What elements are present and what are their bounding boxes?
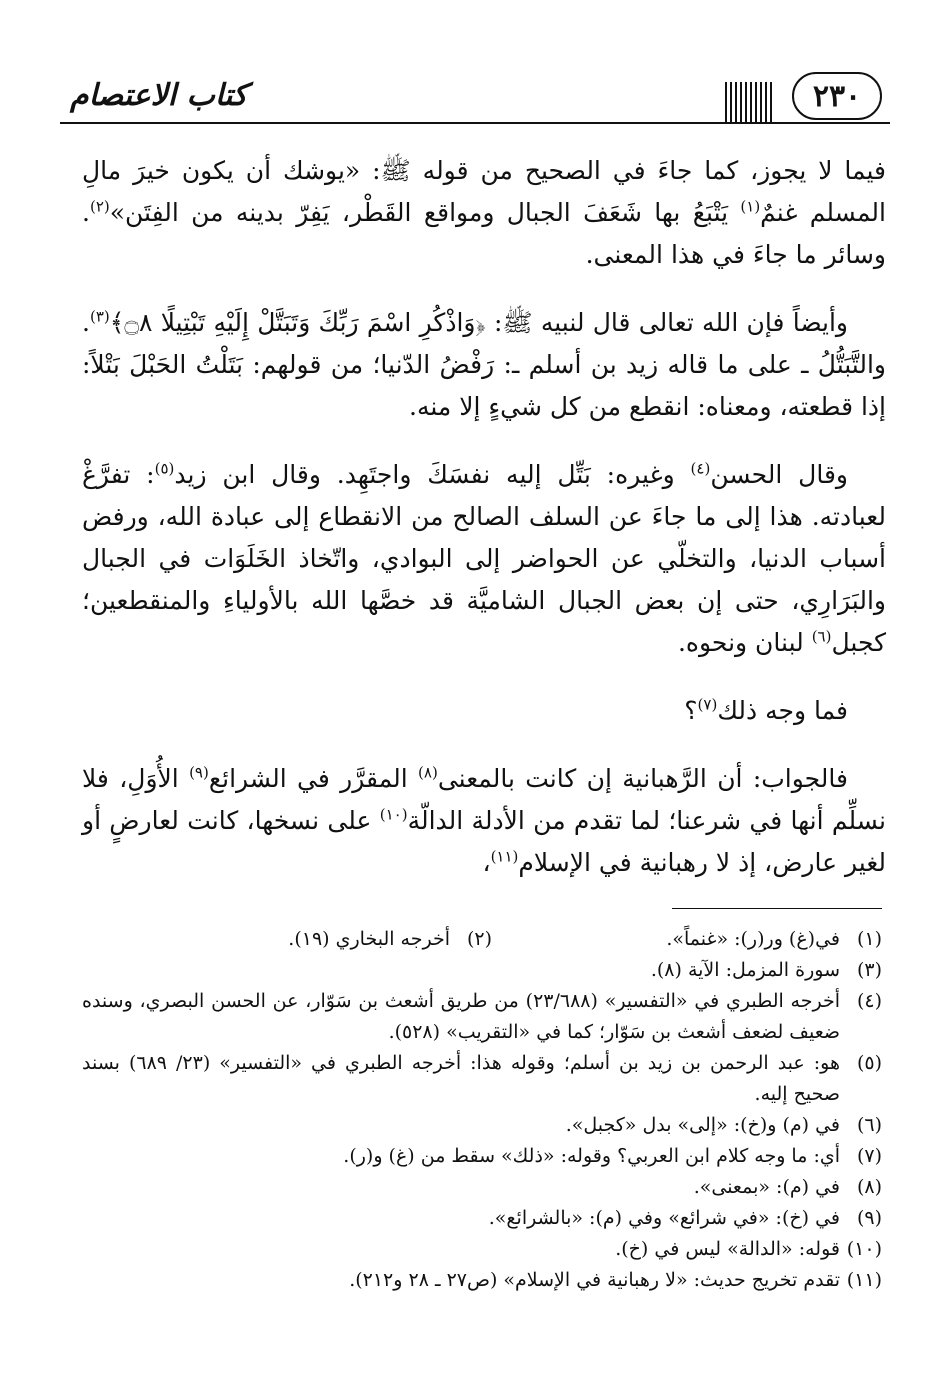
footnote-6 <box>82 1110 882 1141</box>
footnote-number: (١٠) <box>846 1238 882 1260</box>
footnote-ref-3[interactable]: (٣) <box>89 307 110 326</box>
header-ornament <box>725 82 785 122</box>
footnotes <box>82 924 882 1296</box>
paragraph-4: فما وجه ذلك$^{(٧)}$؟ <box>684 695 848 725</box>
footnote-text: في(غ) ور(ر): «غنماً». <box>666 928 840 950</box>
footnote-row-1-2 <box>82 924 882 955</box>
footnote-11 <box>82 1265 882 1296</box>
footnote-ref-11[interactable]: (١١) <box>490 847 519 866</box>
footnote-5 <box>82 1048 882 1110</box>
footnote-text: في (خ): «في شرائع» وفي (م): «بالشرائع». <box>488 1207 840 1229</box>
footnote-text: أي: ما وجه كلام ابن العربي؟ وقوله: «ذلك» سقط من (غ) و(ر). <box>343 1145 840 1167</box>
footnote-separator <box>672 908 882 909</box>
footnote-text: أخرجه الطبري في «التفسير» (٢٣/٦٨٨) من طريق أشعث بن سَوّار، عن الحسن البصري، وسنده ضعيف لضعف أشعث بن سَوّار؛ كما في «التقريب» (٥٢٨). <box>82 990 840 1043</box>
main-text <box>82 150 886 910</box>
footnote-3 <box>82 955 882 986</box>
footnote-1 <box>492 924 882 955</box>
footnote-number: (٥) <box>856 1052 882 1074</box>
footnote-number: (١) <box>856 928 882 950</box>
paragraph-1: فيما لا يجوز، كما جاءَ في الصحيح من قوله ﷺ: «يوشك أن يكون خيرَ مالِ المسلم غنمٌ$^{(١)}$ يَتْبَعُ بها شَعَفَ الجبال ومواقع القَطْر، يَفِرّ بدينه من الفِتَن»$^{(٢)}$. وسائر ما جاءَ في هذا المعنى. <box>82 156 886 269</box>
footnote-number: (٣) <box>856 959 882 981</box>
footnote-text: أخرجه البخاري (١٩). <box>288 928 450 950</box>
page-header <box>60 70 890 126</box>
footnote-number: (٨) <box>856 1176 882 1198</box>
footnote-ref-9[interactable]: (٩) <box>189 763 209 782</box>
footnote-ref-8[interactable]: (٨) <box>418 763 438 782</box>
footnote-number: (١١) <box>846 1269 882 1291</box>
footnote-number: (٩) <box>856 1207 882 1229</box>
footnote-text: تقدم تخريج حديث: «لا رهبانية في الإسلام» (ص٢٧ ـ ٢٨ و٢١٢). <box>349 1269 840 1291</box>
footnote-number: (٦) <box>856 1114 882 1136</box>
book-title: كتاب الاعتصام <box>70 78 248 113</box>
footnote-ref-6[interactable]: (٦) <box>811 627 832 646</box>
footnote-ref-7[interactable]: (٧) <box>697 695 718 714</box>
header-rule <box>60 122 890 124</box>
footnote-4 <box>82 986 882 1048</box>
page-number: ٢٣٠ <box>792 72 882 120</box>
footnote-text: قوله: «الدالة» ليس في (خ). <box>615 1238 840 1260</box>
footnote-10 <box>82 1234 882 1265</box>
paragraph-5: فالجواب: أن الرَّهبانية إن كانت بالمعنى$^{(٨)}$ المقرَّر في الشرائع$^{(٩)}$ الأُوَلِ، فلا نسلِّم أنها في شرعنا؛ لما تقدم من الأدلة الدالّة$^{(١٠)}$ على نسخها، كانت لعارضٍ أو لغير عارض، إذ لا رهبانية في الإسلام$^{(١١)}$، <box>82 763 886 877</box>
footnote-ref-2[interactable]: (٢) <box>89 197 110 216</box>
paragraph-2: وأيضاً فإن الله تعالى قال لنبيه ﷺ: ﴿وَاذْكُرِ اسْمَ رَبِّكَ وَتَبَتَّلْ إِلَيْهِ تَبْتِيلًا ۝٨﴾$^{(٣)}$. والتَّبَتُّلُ ـ على ما قاله زيد بن أسلم ـ: رَفْضُ الدّنيا؛ من قولهم: بَتَلْتُ الحَبْلَ بَتْلاً: إذا قطعته، ومعناه: انقطع من كل شيءٍ إلا منه. <box>82 307 886 421</box>
footnote-ref-10[interactable]: (١٠) <box>379 805 408 824</box>
footnote-number: (٢) <box>466 928 492 950</box>
footnote-number: (٧) <box>856 1145 882 1167</box>
footnote-number: (٤) <box>856 990 882 1012</box>
footnote-9 <box>82 1203 882 1234</box>
footnote-7 <box>82 1141 882 1172</box>
footnote-8 <box>82 1172 882 1203</box>
footnote-text: في (م): «بمعنى». <box>693 1176 840 1198</box>
footnote-text: في (م) و(خ): «إلى» بدل «كجبل». <box>565 1114 840 1136</box>
footnote-ref-1[interactable]: (١) <box>740 197 761 216</box>
footnote-text: سورة المزمل: الآية (٨). <box>650 959 840 981</box>
paragraph-3: وقال الحسن$^{(٤)}$ وغيره: بَتِّل إليه نفسَكَ واجتَهِد. وقال ابن زيد$^{(٥)}$: تفرَّغْ لعبادته. هذا إلى ما جاءَ عن السلف الصالح من الانقطاع إلى عبادة الله، ورفض أسباب الدنيا، والتخلّي عن الحواضر إلى البوادي، واتّخاذ الخَلَوَات في الجبال والبَرَارِي، حتى إن بعض الجبال الشاميَّة قد خصَّها الله بالأولياءِ والمنقطعين؛ كجبل$^{(٦)}$ لبنان ونحوه. <box>82 459 886 657</box>
footnote-2 <box>102 924 492 955</box>
footnote-ref-5[interactable]: (٥) <box>154 459 175 478</box>
footnote-ref-4[interactable]: (٤) <box>690 459 711 478</box>
footnote-text: هو: عبد الرحمن بن زيد بن أسلم؛ وقوله هذا: أخرجه الطبري في «التفسير» (٢٣/ ٦٨٩) بسند صحيح إليه. <box>82 1052 840 1105</box>
